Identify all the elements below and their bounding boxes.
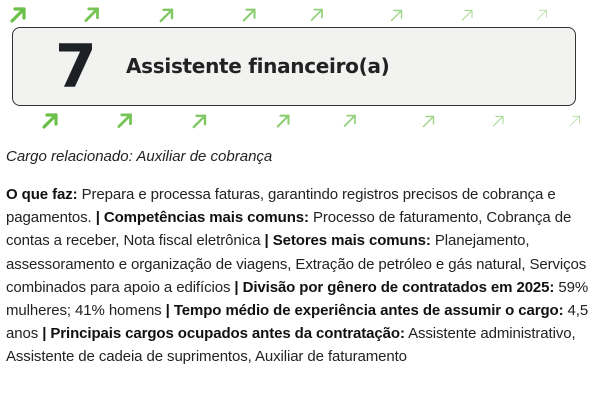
job-description [6,183,596,369]
trend-up-arrow-icon [116,112,133,134]
section-label: O que faz: [6,186,78,203]
section-text: Prepara e processa faturas, garantindo registros precisos de cobrança e pagamentos. [6,186,556,227]
trend-up-arrow-icon [191,113,208,135]
trend-up-arrow-icon [41,112,59,135]
section-label: | Divisão por gênero de contratados em 2025: [234,278,555,296]
section-label: | Competências mais comuns: [95,209,309,227]
trend-up-arrow-icon [309,7,325,28]
trend-up-arrow-icon [9,6,27,29]
trend-up-arrow-icon [83,6,100,28]
rank-number: 7 [55,32,97,102]
trend-up-arrow-icon [241,7,257,28]
trend-up-arrow-icon [389,8,404,28]
trend-up-arrow-icon [158,7,175,29]
arrow-row-bottom [0,112,600,132]
job-title: Assistente financeiro(a) [126,54,390,78]
job-card [12,27,576,106]
section-text: 59% mulheres; 41% homens [6,278,589,320]
related-role: Cargo relacionado: Auxiliar de cobrança [6,148,273,165]
arrow-row-top [0,6,600,26]
section-text: Assistente administrativo, Assistente de cadeia de suprimentos, Auxiliar de faturamento [6,325,576,366]
section-text: 4,5 anos [6,302,589,343]
section-label: | Setores mais comuns: [264,232,431,250]
trend-up-arrow-icon [275,113,291,134]
section-text: Processo de faturamento, Cobrança de contas a receber, Nota fiscal eletrônica [6,209,572,250]
section-label: | Tempo médio de experiência antes de assumir o cargo: [165,302,564,320]
trend-up-arrow-icon [491,114,505,133]
section-label: | Principais cargos ocupados antes da contratação: [42,325,405,343]
trend-up-arrow-icon [342,113,358,134]
trend-up-arrow-icon [568,114,582,133]
section-text: Planejamento, assessoramento e organização de viagens, Extração de petróleo e gás natural, Serviços combinados para apoio a edifícios [6,232,587,296]
trend-up-arrow-icon [421,114,436,134]
trend-up-arrow-icon [460,8,474,27]
trend-up-arrow-icon [535,8,549,27]
